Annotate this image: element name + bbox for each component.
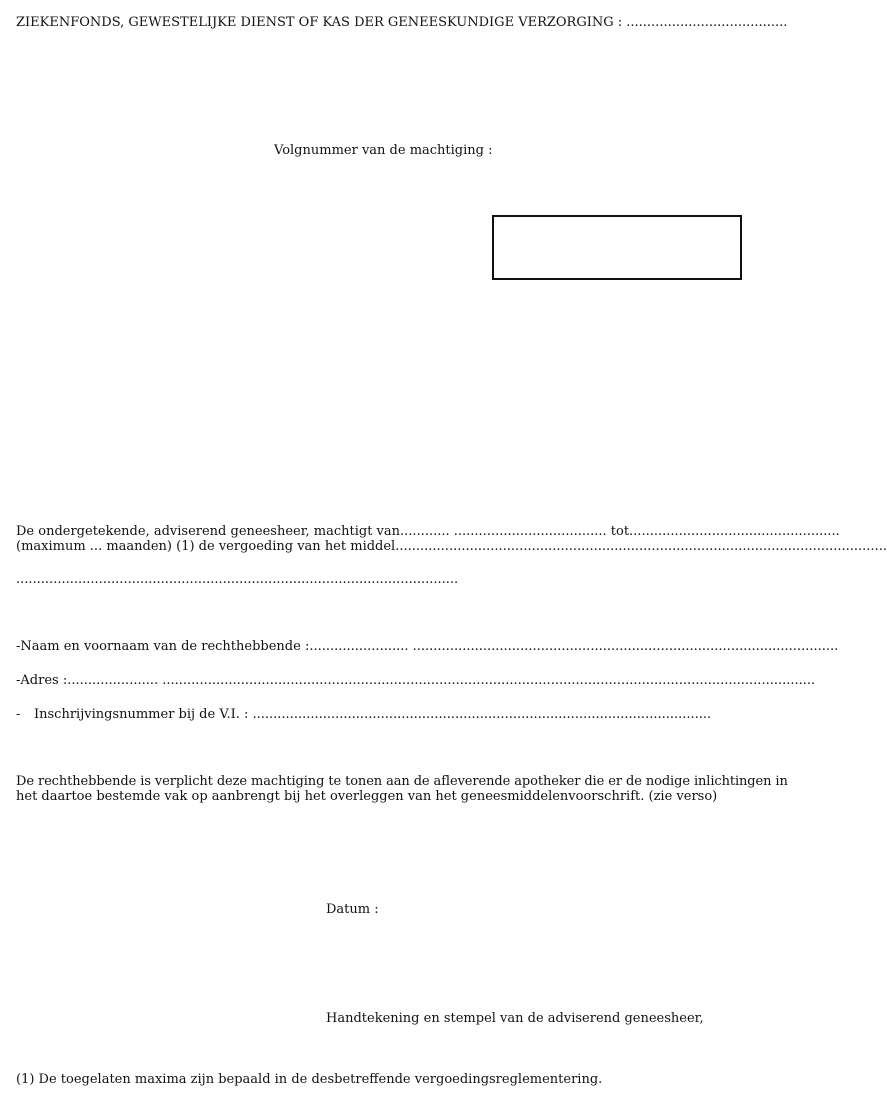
notice-line-1: De rechthebbende is verplicht deze machtiging te tonen aan de afleverende apotheker die er de nodige inlichtingen in [16,774,788,789]
signature-label: Handtekening en stempel van de adviserend geneesheer, [326,1011,704,1026]
medication-field[interactable]: ....................................................................................................................... [395,539,887,554]
beneficiary-address-field[interactable]: Adres :...................... .............................................................................................................................................................. [20,673,816,688]
authorization-period-field[interactable]: De ondergetekende, adviserend geneesheer, machtigt van............ ..................................... tot [16,524,630,539]
notice-text [16,774,788,804]
authorization-line-2 [16,539,887,554]
footnote: (1) De toegelaten maxima zijn bepaald in de desbetreffende vergoedingsreglementering. [16,1072,603,1087]
authorization-end-field[interactable]: ................................................... [629,524,840,539]
date-label: Datum : [326,902,379,917]
beneficiary-name-field[interactable]: Naam en voornaam van de rechthebbende :........................ ....................................................................................................... [20,639,839,654]
notice-line-2: het daartoe bestemde vak op aanbrengt bij het overleggen van het geneesmiddelenvoorschrift. (zie verso) [16,789,718,804]
bullet-dash: - [16,639,21,654]
beneficiary-registration-row [16,707,741,722]
sequence-number-label: Volgnummer van de machtiging : [274,143,493,158]
beneficiary-address-row [16,673,816,688]
sequence-number-box[interactable] [492,215,742,280]
medication-label: (maximum ... maanden) (1) de vergoeding van het middel [16,539,396,554]
beneficiary-name-row [16,639,839,654]
bullet-dash: - [16,673,21,688]
authorization-line-1 [16,524,840,539]
registration-number-field[interactable]: Inschrijvingsnummer bij de V.I. : ............................................................................................................... [34,707,712,722]
authorization-text [16,524,887,554]
fund-line: ZIEKENFONDS, GEWESTELIJKE DIENST OF KAS DER GENEESKUNDIGE VERZORGING : ....................................... [16,15,788,30]
medication-field-continued[interactable]: ........................................................................................................... [16,572,459,587]
bullet-dash: - [16,707,21,722]
